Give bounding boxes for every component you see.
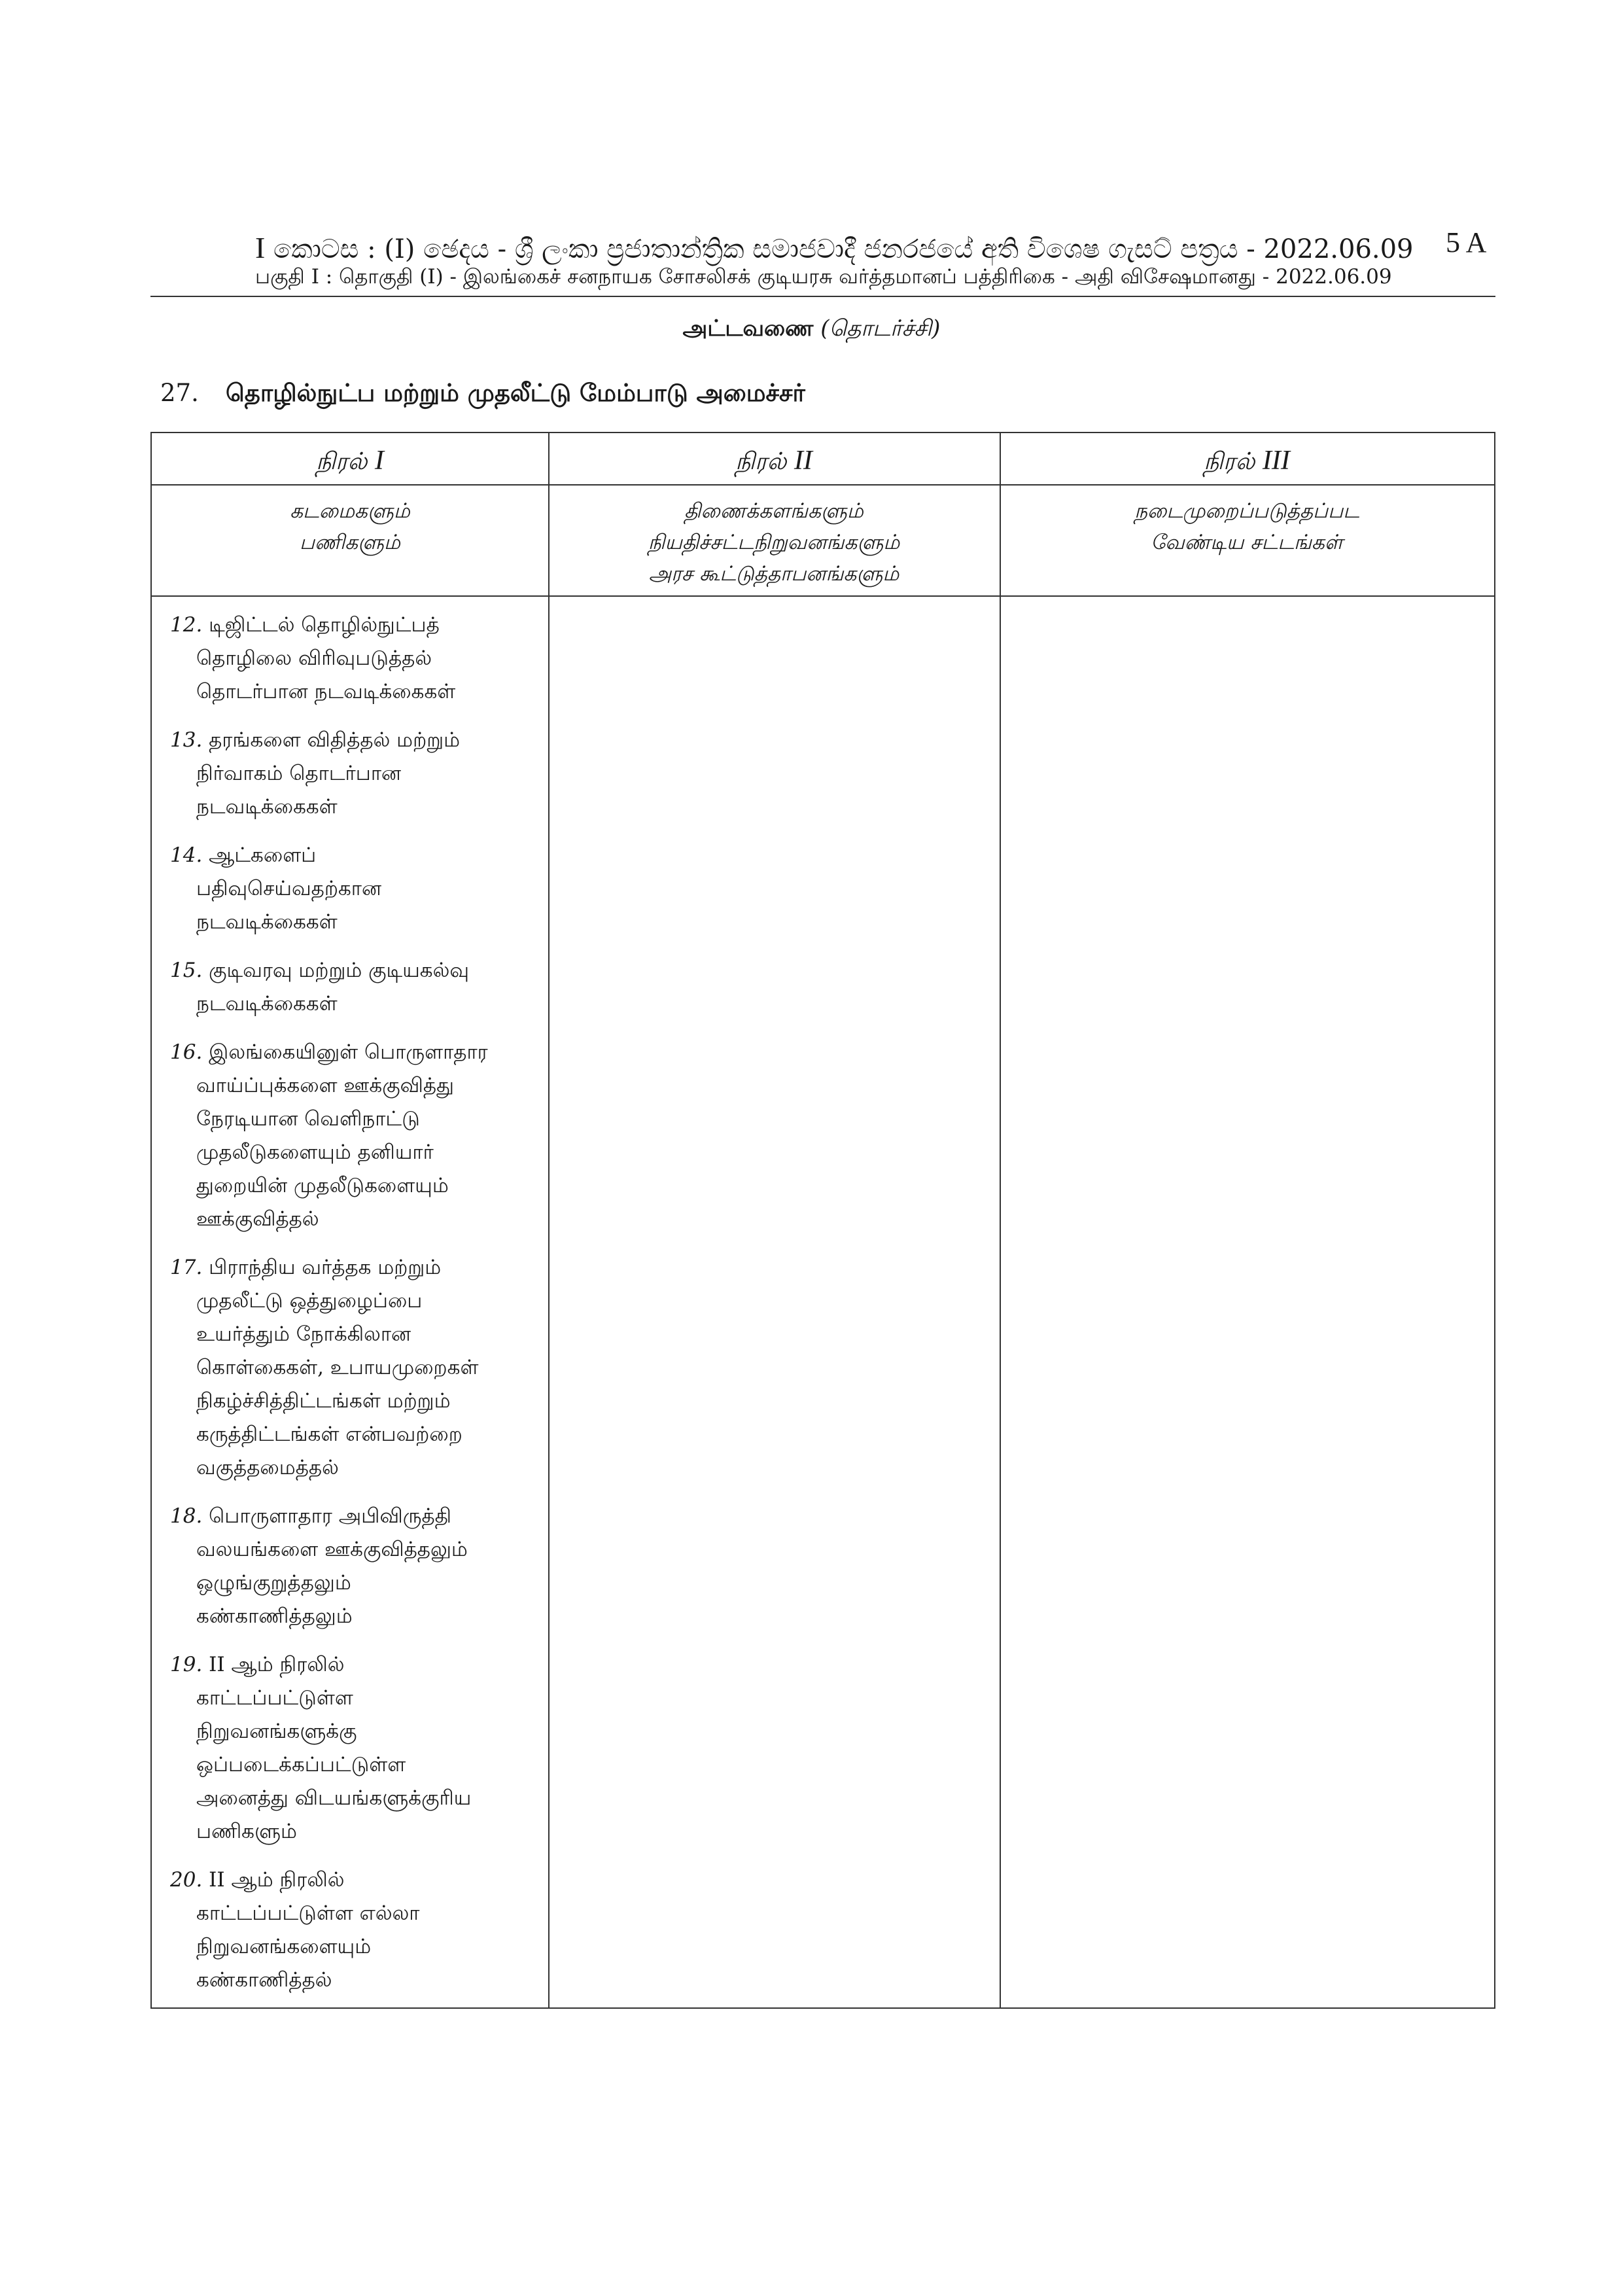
duty-line — [170, 1682, 536, 1715]
duty-text: இலங்கையினுள் பொருளாதார — [209, 1040, 488, 1064]
subheading-line: வேண்டிய சட்டங்கள் — [1151, 531, 1343, 554]
duty-line — [170, 1897, 536, 1930]
duty-text: நிகழ்ச்சித்திட்டங்கள் மற்றும் — [196, 1389, 451, 1413]
column-numeral: I — [374, 446, 384, 476]
duty-line — [170, 1103, 536, 1136]
schedule-title-text: அட்டவணை — [682, 315, 814, 342]
duty-line — [170, 872, 536, 906]
duty-text: காட்டப்பட்டுள்ள எல்லா — [196, 1901, 420, 1925]
duty-text: வகுத்தமைத்தல் — [196, 1456, 339, 1479]
duty-line — [170, 757, 536, 790]
header-rule — [150, 296, 1495, 297]
duty-text: பதிவுசெய்வதற்கான — [196, 877, 382, 900]
duty-text: டிஜிட்டல் தொழில்நுட்பத் — [209, 613, 440, 637]
duty-text: தொடர்பான நடவடிக்கைகள் — [196, 680, 456, 703]
duty-first-line — [170, 1863, 536, 1897]
duty-text: நடவடிக்கைகள் — [196, 795, 338, 819]
duty-line — [170, 1600, 536, 1633]
duty-text: உயர்த்தும் நோக்கிலான — [196, 1322, 411, 1346]
duty-line — [170, 1385, 536, 1418]
duty-line — [170, 1782, 536, 1815]
duty-line — [170, 1748, 536, 1782]
duty-line — [170, 1284, 536, 1318]
duty-number: 12. — [170, 613, 203, 637]
duty-text: பிராந்திய வர்த்தக மற்றும் — [209, 1256, 442, 1279]
duty-text: நிறுவனங்களுக்கு — [196, 1720, 357, 1743]
duty-line — [170, 987, 536, 1021]
schedule-continued: (தொடர்ச்சி) — [820, 315, 941, 342]
duty-number: 13. — [170, 728, 203, 752]
column-header-2 — [548, 445, 1000, 478]
part-numeral: I — [255, 231, 266, 264]
duty-first-line — [170, 724, 536, 757]
duty-text: கருத்திட்டங்கள் என்பவற்றை — [196, 1422, 462, 1446]
column-header-3 — [1000, 445, 1494, 478]
duty-item — [170, 724, 536, 824]
duty-text: ஊக்குவித்தல் — [196, 1207, 319, 1231]
duty-line — [170, 1964, 536, 1997]
column-label: நிரல் — [316, 448, 368, 475]
duty-number: 20. — [170, 1868, 203, 1892]
subheading-line: கடமைகளும் — [290, 499, 410, 523]
column-subheading-3 — [1000, 495, 1494, 558]
duty-item — [170, 1500, 536, 1633]
duty-text: நடவடிக்கைகள் — [196, 910, 338, 934]
duty-first-line — [170, 1036, 536, 1069]
duty-line — [170, 906, 536, 939]
duty-first-line — [170, 1251, 536, 1284]
duty-line — [170, 642, 536, 675]
duty-line — [170, 1069, 536, 1103]
page-number: 5 A — [1446, 226, 1487, 258]
subheading-line: பணிகளும் — [300, 531, 400, 554]
duty-first-line — [170, 839, 536, 872]
column-header-1 — [152, 445, 548, 478]
gazette-header-tamil: பகுதி I : தொகுதி (I) - இலங்கைச் சனநாயக சோசலிசக் குடியரசு வர்த்தமானப் பத்திரிகை - அதி விசேஷமானது - 2022.06.09 — [255, 265, 1392, 289]
duty-text: ஒழுங்குறுத்தலும் — [196, 1571, 351, 1595]
ministry-name: தொழில்நுட்ப மற்றும் முதலீட்டு மேம்பாடு அமைச்சர் — [226, 378, 805, 407]
duty-item — [170, 1863, 536, 1997]
duty-number: 17. — [170, 1256, 203, 1279]
duty-text: ஆட்களைப் — [209, 843, 317, 867]
subheading-line: அரச கூட்டுத்தாபனங்களும் — [648, 562, 899, 586]
duty-line — [170, 1169, 536, 1203]
duty-item — [170, 609, 536, 709]
duty-text: II ஆம் நிரலில் — [209, 1868, 345, 1892]
duty-text: காட்டப்பட்டுள்ள — [196, 1686, 353, 1710]
duty-line — [170, 1451, 536, 1485]
duty-text: கண்காணித்தலும் — [196, 1604, 353, 1628]
duty-number: 18. — [170, 1504, 203, 1528]
header-sinhala-text: කොටස : (I) ඡෙදය - ශ්‍රී ලංකා ප්‍රජාතාන්ත්‍රික සමාජවාදී ජනරජයේ අති විශෙෂ ගැසට් පත්‍රය - 2022.06.09 — [265, 234, 1414, 264]
duty-item — [170, 1251, 536, 1485]
duty-text: நிறுவனங்களையும் — [196, 1935, 372, 1958]
functions-table — [150, 432, 1495, 2009]
duty-line — [170, 1203, 536, 1236]
duty-number: 14. — [170, 843, 203, 867]
duty-text: முதலீடுகளையும் தனியார் — [196, 1140, 434, 1164]
column-numeral: II — [794, 446, 812, 476]
duty-text: தரங்களை விதித்தல் மற்றும் — [209, 728, 461, 752]
column-numeral: III — [1262, 446, 1290, 476]
duty-line — [170, 1533, 536, 1566]
column-divider — [548, 433, 550, 2007]
gazette-header-sinhala — [255, 230, 1433, 265]
subheader-row-divider — [152, 595, 1494, 597]
duty-text: பணிகளும் — [196, 1820, 297, 1843]
duty-line — [170, 1418, 536, 1451]
duty-item — [170, 839, 536, 939]
duty-first-line — [170, 954, 536, 987]
column-divider — [1000, 433, 1001, 2007]
column-label: நிரல் — [735, 448, 787, 475]
duty-line — [170, 790, 536, 824]
subheading-line: திணைக்களங்களும் — [684, 499, 864, 523]
duty-text: வாய்ப்புக்களை ஊக்குவித்து — [196, 1074, 454, 1097]
subheading-line: நியதிச்சட்டநிறுவனங்களும் — [648, 531, 900, 554]
subheading-line: நடைமுறைப்படுத்தப்பட — [1134, 499, 1359, 523]
schedule-title — [0, 315, 1623, 344]
duty-text: கொள்கைகள், உபாயமுறைகள் — [196, 1356, 479, 1379]
duty-number: 19. — [170, 1653, 203, 1676]
ministry-heading — [160, 378, 805, 410]
duty-line — [170, 675, 536, 709]
duty-item — [170, 954, 536, 1021]
duty-text: நேரடியான வெளிநாட்டு — [196, 1107, 420, 1131]
duty-line — [170, 1351, 536, 1385]
duty-first-line — [170, 609, 536, 642]
duty-text: நடவடிக்கைகள் — [196, 992, 338, 1016]
duty-line — [170, 1136, 536, 1169]
duty-number: 16. — [170, 1040, 203, 1064]
column-label: நிரல் — [1204, 448, 1255, 475]
duty-number: 15. — [170, 959, 203, 982]
duty-line — [170, 1930, 536, 1964]
duty-first-line — [170, 1648, 536, 1682]
duty-text: துறையின் முதலீடுகளையும் — [196, 1174, 449, 1197]
duty-first-line — [170, 1500, 536, 1533]
duty-text: தொழிலை விரிவுபடுத்தல் — [196, 646, 432, 670]
duty-text: அனைத்து விடயங்களுக்குரிய — [196, 1786, 472, 1810]
duty-line — [170, 1715, 536, 1748]
duty-line — [170, 1815, 536, 1848]
duty-text: குடிவரவு மற்றும் குடியகல்வு — [209, 959, 470, 982]
duty-text: கண்காணித்தல் — [196, 1968, 332, 1992]
duty-text: II ஆம் நிரலில் — [209, 1653, 345, 1676]
duty-text: ஒப்படைக்கப்பட்டுள்ள — [196, 1753, 406, 1776]
column-subheading-1 — [152, 495, 548, 558]
header-row-divider — [152, 484, 1494, 486]
duty-text: நிர்வாகம் தொடர்பான — [196, 762, 402, 785]
duty-text: பொருளாதார அபிவிருத்தி — [209, 1504, 452, 1528]
ministry-number: 27. — [160, 379, 199, 407]
column-subheading-2 — [548, 495, 1000, 590]
duty-line — [170, 1318, 536, 1351]
duty-text: வலயங்களை ஊக்குவித்தலும் — [196, 1538, 468, 1561]
duty-text: முதலீட்டு ஒத்துழைப்பை — [196, 1289, 423, 1313]
duty-item — [170, 1648, 536, 1848]
duty-item — [170, 1036, 536, 1236]
duty-line — [170, 1566, 536, 1600]
duties-list — [170, 609, 536, 2012]
